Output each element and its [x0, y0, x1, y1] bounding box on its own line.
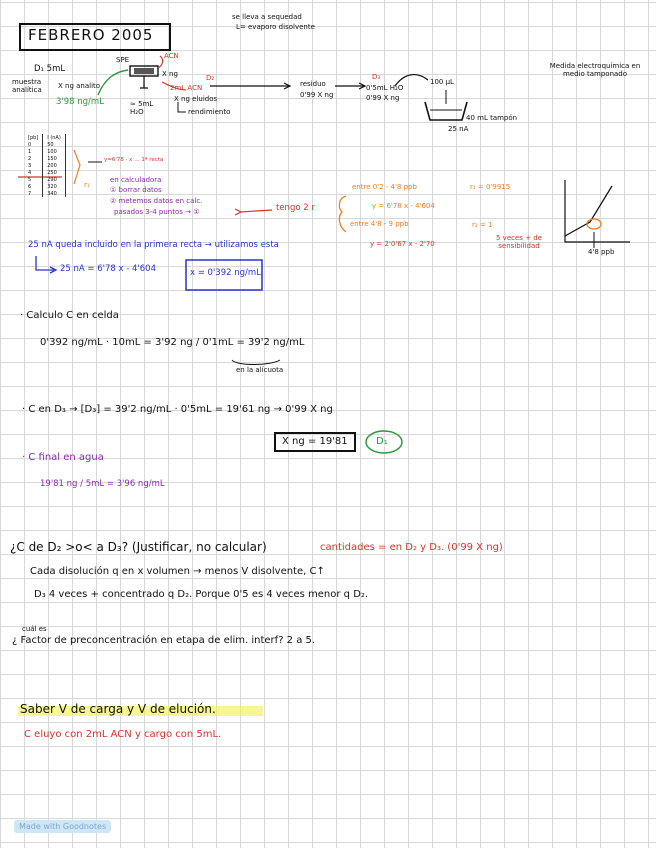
cell-beaker	[425, 102, 467, 120]
alicuota-note: en la alícuota	[236, 366, 284, 374]
range-2: entre 4'8 - 9 ppb	[350, 220, 409, 228]
equation-2: y = 2'0'67 x - 2'70	[370, 240, 435, 248]
question-2: ¿ Factor de preconcentración en etapa de elim. interf? 2 a 5.	[12, 635, 316, 646]
spe-packing	[134, 68, 154, 74]
small-calc-note: y=6'78 · x … 1ª recta	[104, 157, 164, 163]
calibration-table	[24, 134, 66, 197]
table-row: 0 50	[24, 141, 65, 148]
top-note-1: se lleva a sequedad	[232, 13, 302, 21]
r1-label: r₁	[84, 181, 90, 189]
r1-value: r₁ = 0'9915	[470, 183, 511, 191]
d1-label: D₁ 5mL	[34, 64, 66, 74]
table-row: 7 340	[24, 190, 65, 197]
spe-label: SPE	[116, 56, 130, 64]
table-row: 5 290	[24, 176, 65, 183]
question-1: ¿C de D₂ >o< a D₃? (Justificar, no calcular)	[10, 540, 267, 554]
blue-line-1: 25 nA queda incluido en la primera recta → utilizamos esta	[28, 240, 279, 250]
residuo-ng-label: 0'99 X ng	[300, 91, 334, 99]
borrar-datos: ① borrar datos	[110, 186, 162, 194]
right-title: Medida electroquímica en medio tamponado	[549, 62, 641, 79]
conc-label: 3'98 ng/mL	[56, 97, 104, 107]
table-row: 3 200	[24, 162, 65, 169]
question-2-small: cuál es	[22, 625, 47, 633]
calc-c-expression: 0'392 ng/mL · 10mL = 3'92 ng / 0'1mL = 39'2 ng/mL	[40, 337, 305, 348]
water-label: ≃ 5mL H₂O	[130, 100, 154, 117]
question-1-red-answer: cantidades = en D₂ y D₃. (0'99 X ng)	[320, 542, 503, 553]
d3-amount: 0'99 X ng	[366, 94, 400, 102]
range-1: entre 0'2 - 4'8 ppb	[352, 183, 417, 191]
final-expression: 19'81 ng / 5mL = 3'96 ng/mL	[40, 479, 165, 489]
blue-line-2: 25 nA = 6'78 x - 4'604	[60, 264, 156, 274]
muestra-label: muestra analítica	[12, 78, 42, 95]
green-arrow	[98, 70, 128, 95]
graph-axes	[565, 180, 630, 242]
celda-25na: 25 nA	[448, 125, 469, 133]
d2-label: D₂	[206, 74, 215, 82]
question-1-line-2: D₃ 4 veces + concentrado q D₂. Porque 0'5 es 4 veces menor q D₂.	[34, 589, 369, 600]
graph-label: 4'8 ppb	[588, 248, 615, 256]
calc-c-heading: · Calculo C en celda	[20, 310, 119, 321]
acn-label: ACN	[164, 52, 179, 60]
question-1-line-1: Cada disolución q en x volumen → menos V disolvente, C↑	[30, 566, 325, 577]
d1-circle-label: D₁	[376, 436, 388, 447]
residuo-label: residuo	[300, 80, 326, 88]
table-row: 6 320	[24, 183, 65, 190]
page-title: FEBRERO 2005	[28, 26, 154, 44]
table-row: 1 100	[24, 148, 65, 155]
top-note-2: L= evaporo disolvente	[236, 23, 315, 31]
x-ng-analito: X ng analito	[58, 82, 101, 90]
x-ng-eluidos-label: X ng eluidos	[174, 95, 218, 103]
rendimiento-label: rendimiento	[188, 108, 231, 116]
x-ng-result: X ng = 19'81	[274, 432, 356, 452]
tengo-2r: tengo 2 r	[276, 203, 315, 213]
equation-1: y = 6'78 x - 4'604	[372, 202, 435, 210]
goodnotes-badge: Made with Goodnotes	[14, 820, 111, 833]
table-row: 2 150	[24, 155, 65, 162]
d3-expression: · C en D₃ → [D₃] = 39'2 ng/mL · 0'5mL = 19'61 ng → 0'99 X ng	[22, 404, 333, 415]
saber-note: Saber V de carga y V de elución.	[20, 702, 216, 716]
vol-100-label: 100 µL	[430, 78, 454, 86]
r2-value: r₂ = 1	[472, 221, 493, 229]
pasados-puntos: pasados 3-4 puntos → ①	[114, 208, 200, 216]
d3-volume: 0'5mL H₂O	[366, 84, 404, 92]
sensibilidad-note: 5 veces + de sensibilidad	[496, 234, 542, 251]
x-ng-label: X ng	[162, 70, 178, 78]
d3-label: D₃	[372, 73, 381, 81]
table-header: I (nA)	[43, 134, 66, 141]
graph-highlight	[587, 219, 601, 229]
acn-2ml-label: 2mL ACN	[170, 84, 203, 92]
table-header: [pb]	[24, 134, 43, 141]
metemos-datos: ② metemos datos en calc.	[110, 197, 203, 205]
table-row: 4 250	[24, 169, 65, 176]
blue-result: x = 0'392 ng/mL	[190, 268, 261, 278]
final-heading: · C final en agua	[22, 452, 104, 463]
tampon-label: 40 mL tampón	[466, 114, 518, 122]
graph-lines	[565, 186, 612, 236]
en-calculadora: en calculadora	[110, 176, 162, 184]
eluyo-note: C eluyo con 2mL ACN y cargo con 5mL.	[24, 729, 222, 740]
